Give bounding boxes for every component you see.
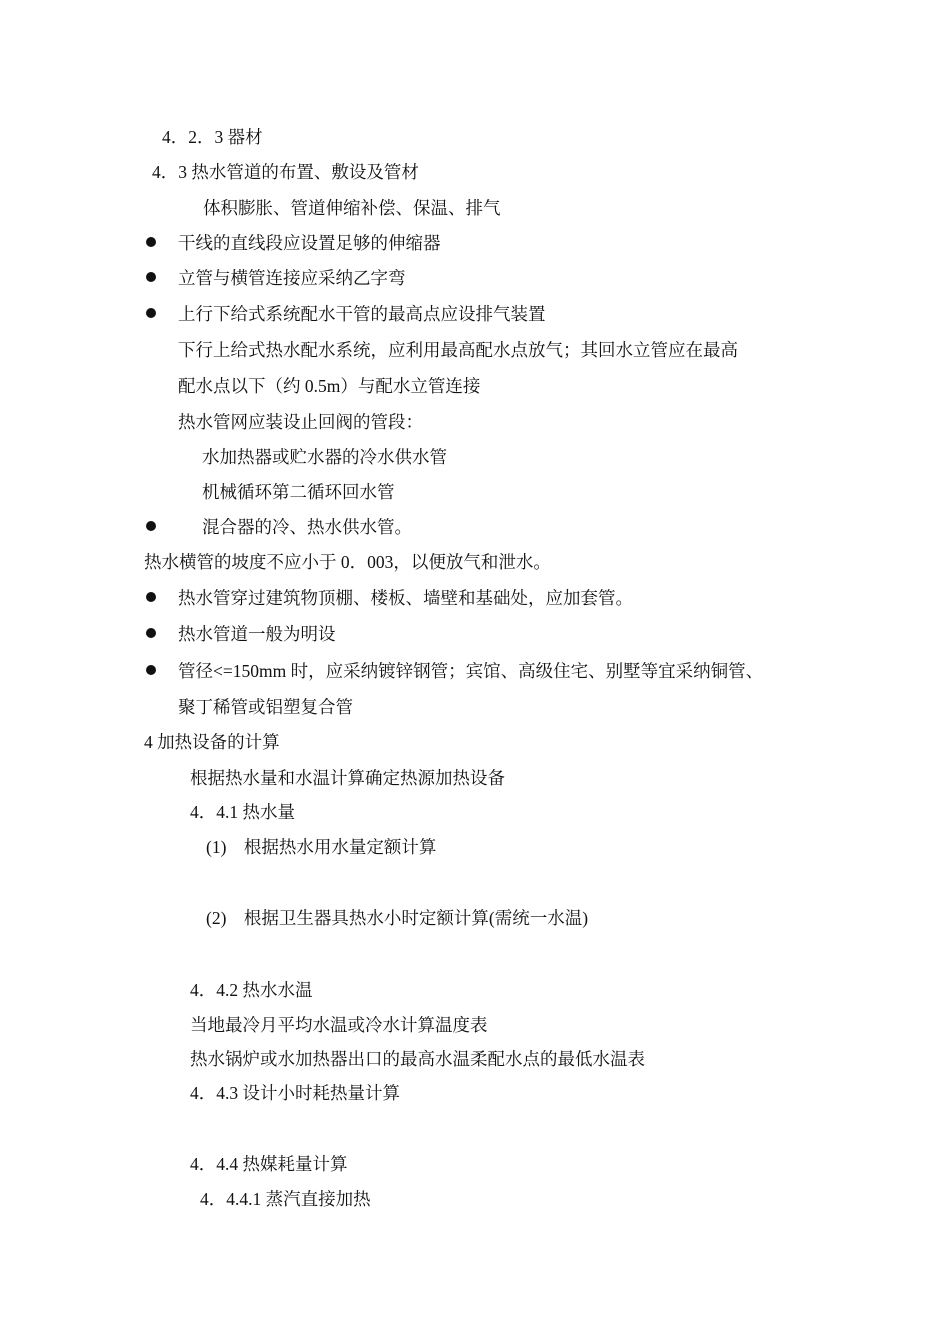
bullet-icon	[146, 237, 156, 247]
list-item: 立管与横管连接应采纳乙字弯	[178, 268, 406, 288]
list-item: 管径<=150mm 时，应采纳镀锌钢管；宾馆、高级住宅、别墅等宜采纳铜管、	[178, 661, 764, 681]
text-line: 热水管网应装设止回阀的管段：	[178, 412, 423, 432]
list-item: 混合器的冷、热水供水管。	[202, 517, 412, 537]
bullet-icon	[146, 665, 156, 675]
text-line: 当地最冷月平均水温或冷水计算温度表	[190, 1015, 488, 1035]
heading-4-4-3: 4．4.3 设计小时耗热量计算	[190, 1083, 400, 1103]
text-line: 水加热器或贮水器的冷水供水管	[202, 447, 447, 467]
heading-4-3: 4．3 热水管道的布置、敷设及管材	[152, 162, 419, 182]
text-line: 根据热水量和水温计算确定热源加热设备	[190, 768, 505, 788]
text-line: 体积膨胀、管道伸缩补偿、保温、排气	[203, 198, 501, 218]
heading-4-4-2: 4．4.2 热水水温	[190, 980, 313, 1000]
heading-4: 4 加热设备的计算	[144, 732, 280, 752]
list-item: 热水管穿过建筑物顶棚、楼板、墙壁和基础处，应加套管。	[178, 588, 633, 608]
heading-4-2-3: 4．2．3 器材	[162, 127, 263, 147]
text-line: 机械循环第二循环回水管	[202, 482, 395, 502]
list-item: 干线的直线段应设置足够的伸缩器	[178, 233, 441, 253]
text-line: 热水横管的坡度不应小于 0．003，以便放气和泄水。	[144, 552, 551, 572]
text-line: 配水点以下（约 0.5m）与配水立管连接	[178, 376, 481, 396]
bullet-icon	[146, 628, 156, 638]
heading-4-4-4-1: 4．4.4.1 蒸汽直接加热	[200, 1189, 371, 1209]
list-item: 上行下给式系统配水干管的最高点应设排气装置	[178, 304, 546, 324]
text-line: 聚丁稀管或铝塑复合管	[178, 697, 353, 717]
bullet-icon	[146, 272, 156, 282]
numbered-item: (1) 根据热水用水量定额计算	[206, 837, 437, 857]
bullet-icon	[146, 308, 156, 318]
bullet-icon	[146, 592, 156, 602]
text-line: 热水锅炉或水加热器出口的最高水温柔配水点的最低水温表	[190, 1049, 645, 1069]
heading-4-4-4: 4．4.4 热媒耗量计算	[190, 1154, 348, 1174]
bullet-icon	[146, 521, 156, 531]
numbered-item: (2) 根据卫生器具热水小时定额计算(需统一水温)	[206, 908, 589, 928]
list-item: 热水管道一般为明设	[178, 624, 336, 644]
heading-4-4-1: 4．4.1 热水量	[190, 802, 295, 822]
text-line: 下行上给式热水配水系统，应利用最高配水点放气；其回水立管应在最高	[178, 340, 738, 360]
